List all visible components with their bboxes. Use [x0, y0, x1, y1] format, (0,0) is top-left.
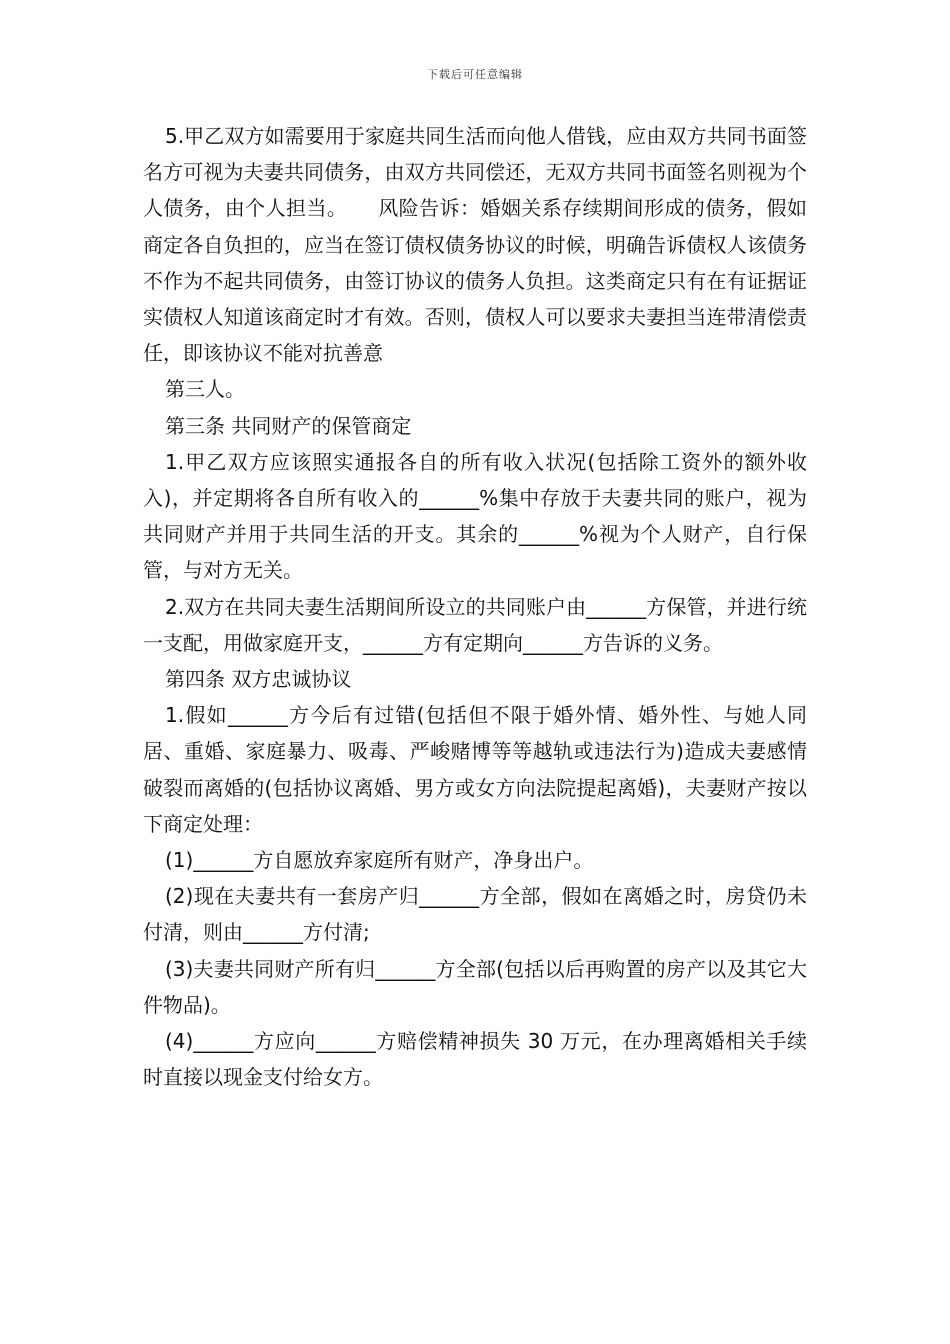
- document-body: [143, 118, 807, 1095]
- paragraph-fault-clause: 1.假如______方今后有过错(包括但不限于婚外情、婚外性、与她人同居、重婚、家庭暴力、吸毒、严峻赌博等等越轨或违法行为)造成夫妻感情破裂而离婚的(包括协议离婚、男方或女方向法院提起离婚)，夫妻财产按以下商定处理：: [143, 703, 807, 836]
- list-item-4: (4)______方应向______方赔偿精神损失 30 万元，在办理离婚相关手续时直接以现金支付给女方。: [143, 1029, 807, 1090]
- section-heading-article-3: 第三条 共同财产的保管商定: [165, 413, 412, 438]
- paragraph-debt-clause: 5.甲乙双方如需要用于家庭共同生活而向他人借钱，应由双方共同书面签名方可视为夫妻共同债务，由双方共同偿还，无双方共同书面签名则视为个人债务，由个人担当。 风险告诉：婚姻关系存续期间形成的债务，假如商定各自负担的，应当在签订债权债务协议的时候，明确告诉债权人该债务不作为不起共同债务，由签订协议的债务人负担。这类商定只有在有证据证实债权人知道该商定时才有效。否则，债权人可以要求夫妻担当连带清偿责任，即该协议不能对抗善意: [143, 124, 807, 366]
- section-heading-article-4: 第四条 双方忠诚协议: [165, 667, 352, 692]
- list-item-3: (3)夫妻共同财产所有归______方全部(包括以后再购置的房产以及其它大件物品)。: [143, 956, 807, 1017]
- paragraph-joint-account: 2.双方在共同夫妻生活期间所设立的共同账户由______方保管，并进行统一支配，用做家庭开支，______方有定期向______方告诉的义务。: [143, 594, 807, 655]
- paragraph-income-report: 1.甲乙双方应该照实通报各自的所有收入状况(包括除工资外的额外收入)，并定期将各自所有收入的______%集中存放于夫妻共同的账户，视为共同财产并用于共同生活的开支。其余的______%视为个人财产，自行保管，与对方无关。: [143, 449, 807, 583]
- paragraph-third-party: 第三人。: [165, 377, 245, 402]
- list-item-1: (1)______方自愿放弃家庭所有财产，净身出户。: [165, 848, 594, 873]
- page-header-note: 下载后可任意编辑: [427, 68, 523, 81]
- list-item-2: (2)现在夫妻共有一套房产归______方全部，假如在离婚之时，房贷仍未付清，则由______方付清;: [143, 884, 807, 945]
